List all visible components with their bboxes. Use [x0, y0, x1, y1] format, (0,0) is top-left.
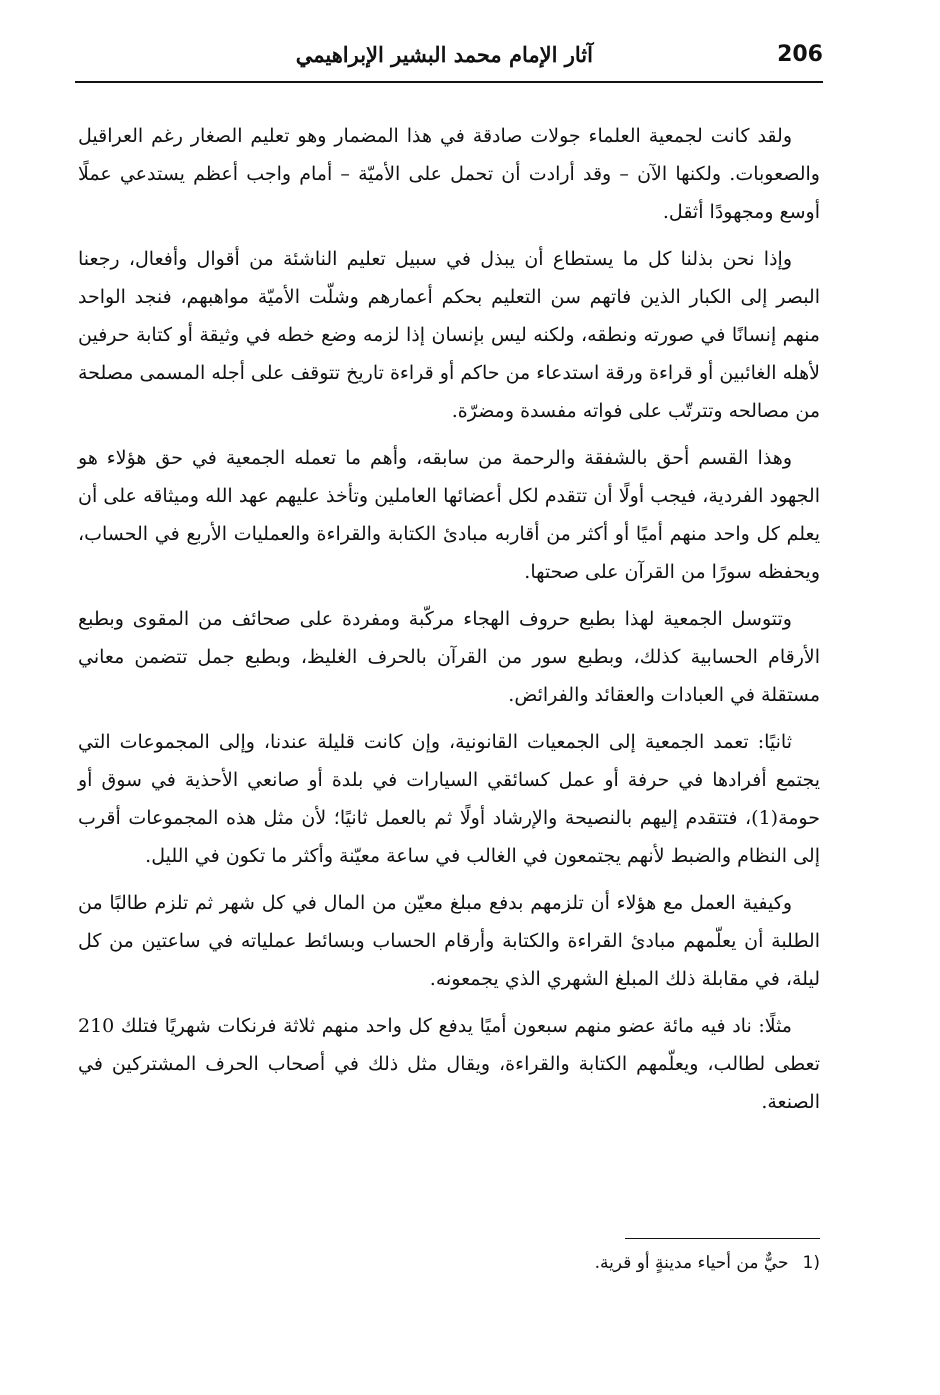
paragraph: وإذا نحن بذلنا كل ما يستطاع أن يبذل في سبيل تعليم الناشئة من أقوال وأفعال، رجعنا البصر إلى الكبار الذين فاتهم سن التعليم بحكم أعمارهم وشلّت الأميّة مواهبهم، فنجد الواحد منهم إنسانًا في صورته ونطقه، ولكنه ليس بإنسان إذا لزمه وضع خطه في وثيقة أو كتابة حرفين لأهله الغائبين أو قراءة ورقة استدعاء من حاكم أو قراءة تاريخ تتوقف على أجله المسمى مصلحة من مصالحه وتترتّب على فواته مفسدة ومضرّة.: [78, 248, 820, 422]
paragraph: وتتوسل الجمعية لهذا بطبع حروف الهجاء مركّبة ومفردة على صحائف من المقوى وبطبع الأرقام الحسابية كذلك، وبطبع سور من القرآن بالحرف الغليظ، وبطبع جمل تتضمن معاني مستقلة في العبادات والعقائد والفرائض.: [78, 608, 820, 706]
paragraph: مثلًا: ناد فيه مائة عضو منهم سبعون أميًا يدفع كل واحد منهم ثلاثة فرنكات شهريًا فتلك 210 تعطى لطالب، ويعلّمهم الكتابة والقراءة، ويقال مثل ذلك في أصحاب الحرف المشتركين في الصنعة.: [78, 1015, 820, 1113]
footnote-rule: [625, 1238, 820, 1239]
page-header: [75, 40, 823, 80]
paragraph: ولقد كانت لجمعية العلماء جولات صادقة في هذا المضمار وهو تعليم الصغار رغم العراقيل والصعوبات. ولكنها الآن – وقد أرادت أن تحمل على الأميّة – أمام واجب أعظم يستدعي عملًا أوسع ومجهودًا أثقل.: [78, 125, 820, 223]
page-number: 206: [777, 42, 823, 67]
paragraph: وكيفية العمل مع هؤلاء أن تلزمهم بدفع مبلغ معيّن من المال في كل شهر ثم تلزم طالبًا من الطلبة أن يعلّمهم مبادئ القراءة والكتابة وأرقام الحساب وبسائط عملياته في ساعتين من كل ليلة، في مقابلة ذلك المبلغ الشهري الذي يجمعونه.: [78, 892, 820, 990]
header-rule: [75, 81, 823, 83]
footnote: [595, 1253, 820, 1273]
footnote-marker: 1): [802, 1253, 820, 1273]
footnote-text: حيٌّ من أحياء مدينةٍ أو قرية.: [594, 1253, 789, 1273]
running-title: آثار الإمام محمد البشير الإبراهيمي: [295, 42, 593, 67]
paragraph: وهذا القسم أحق بالشفقة والرحمة من سابقه، وأهم ما تعمله الجمعية في حق هؤلاء هو الجهود الفردية، فيجب أولًا أن تتقدم لكل أعضائها العاملين وتأخذ عليهم عهد الله وميثاقه على أن يعلم كل واحد منهم أميًا أو أكثر من أقاربه مبادئ الكتابة والقراءة والعمليات الأربع في الحساب، ويحفظه سورًا من القرآن على صحتها.: [78, 447, 820, 583]
body-text: [78, 117, 820, 1130]
paragraph: ثانيًا: تعمد الجمعية إلى الجمعيات القانونية، وإن كانت قليلة عندنا، وإلى المجموعات التي يجتمع أفرادها في حرفة أو عمل كسائقي السيارات في بلدة أو صانعي الأحذية في سوق أو حومة(1)، فتتقدم إليهم بالنصيحة والإرشاد أولًا ثم بالعمل ثانيًا؛ لأن مثل هذه المجموعات أقرب إلى النظام والضبط لأنهم يجتمعون في الغالب في ساعة معيّنة وأكثر ما تكون في الليل.: [78, 731, 820, 867]
